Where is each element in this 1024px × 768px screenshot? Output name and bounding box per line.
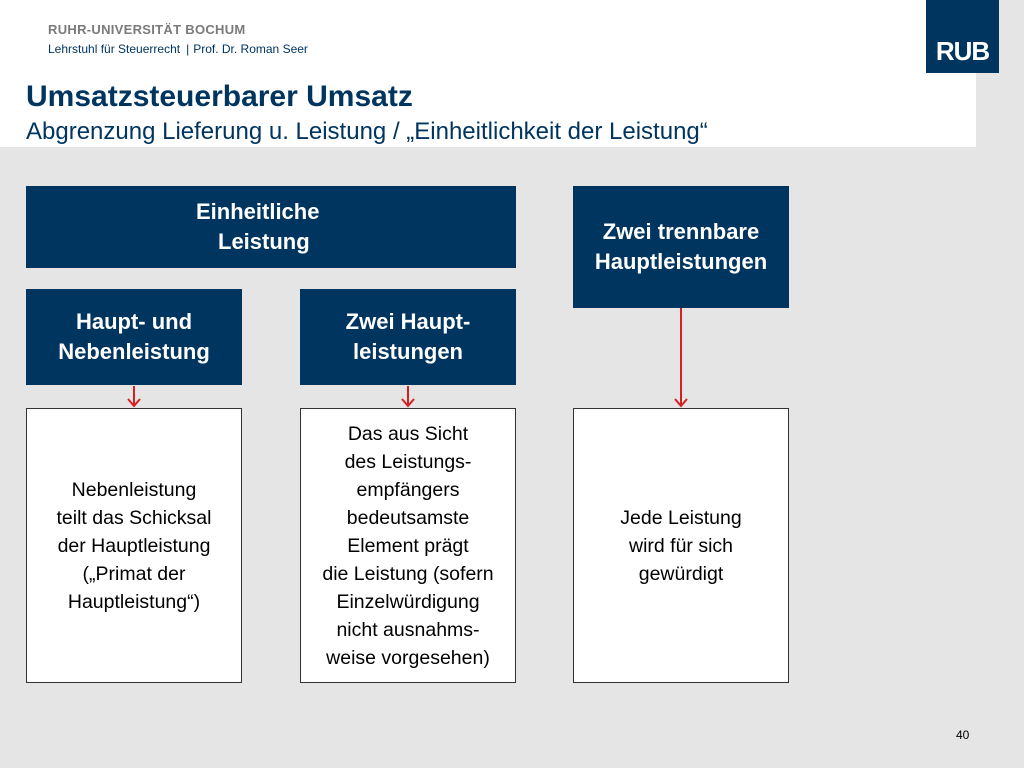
text-box-zwei-trennbare-line-3: gewürdigt <box>638 562 724 585</box>
separator: | <box>186 42 190 56</box>
text-box-zwei-trennbare-line-2: wird für sich <box>628 534 734 557</box>
box-einheitliche-leistung-line-1: Einheitliche <box>196 199 320 224</box>
text-box-haupt-und-neben-line-5: Hauptleistung“) <box>67 590 201 613</box>
text-box-haupt-und-neben-line-4: („Primat der <box>82 562 186 585</box>
professor-name: Prof. Dr. Roman Seer <box>193 42 308 56</box>
box-zwei-trennbare-line-1: Zwei trennbare <box>602 219 760 244</box>
box-zwei-trennbare-line-2: Hauptleistungen <box>594 249 768 274</box>
text-box-zwei-haupt-line-3: empfängers <box>356 478 460 501</box>
text-box-zwei-trennbare-line-1: Jede Leistung <box>620 506 742 529</box>
box-zwei-haupt-line-2: leistungen <box>352 339 463 364</box>
text-box-haupt-und-neben-line-1: Nebenleistung <box>71 478 197 501</box>
text-box-zwei-haupt-line-1: Das aus Sicht <box>347 422 469 445</box>
page-title: Umsatzsteuerbarer Umsatz <box>26 80 413 113</box>
text-box-zwei-haupt-line-6: die Leistung (sofern <box>322 562 494 585</box>
page-number: 40 <box>956 728 970 742</box>
box-zwei-haupt-line-1: Zwei Haupt- <box>345 309 471 334</box>
text-box-haupt-und-neben-line-3: der Hauptleistung <box>57 534 211 557</box>
box-einheitliche-leistung-line-2: Leistung <box>218 229 310 254</box>
text-box-zwei-haupt-line-4: bedeutsamste <box>346 506 470 529</box>
text-box-zwei-haupt-line-5: Element prägt <box>347 534 469 557</box>
text-box-haupt-und-neben-line-2: teilt das Schicksal <box>56 506 212 529</box>
rub-logo: RUB <box>926 0 999 73</box>
box-haupt-und-neben-line-1: Haupt- und <box>75 309 193 334</box>
text-box-zwei-haupt-line-9: weise vorgesehen) <box>326 646 490 669</box>
chair-name: Lehrstuhl für Steuerrecht <box>48 42 181 56</box>
text-box-zwei-haupt-line-8: nicht ausnahms- <box>336 618 480 641</box>
university-name: RUHR-UNIVERSITÄT BOCHUM <box>48 22 246 37</box>
text-box-zwei-haupt-line-2: des Leistungs- <box>344 450 472 473</box>
page-subtitle: Abgrenzung Lieferung u. Leistung / „Einheitlichkeit der Leistung“ <box>26 118 708 145</box>
text-box-zwei-haupt-line-7: Einzelwürdigung <box>336 590 480 613</box>
box-haupt-und-neben-line-2: Nebenleistung <box>58 339 210 364</box>
